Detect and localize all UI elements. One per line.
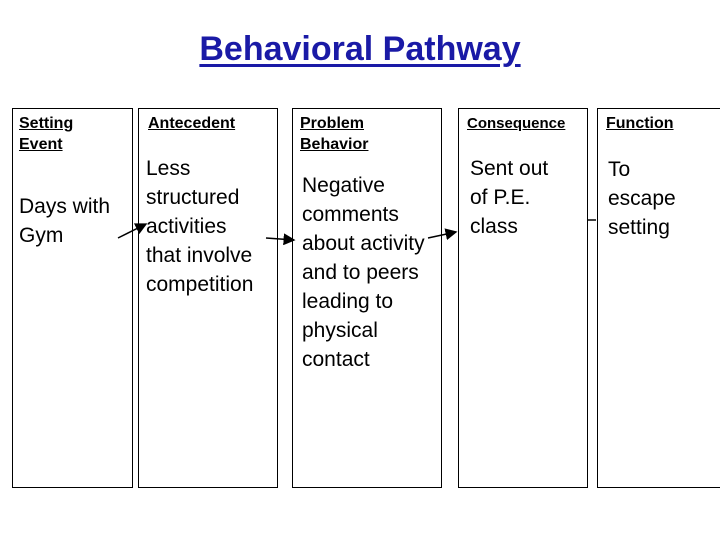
arrow-behavior-to-consequence — [428, 232, 456, 238]
consequence-text: Sent out of P.E. class — [470, 157, 549, 238]
arrow-setting-to-antecedent — [118, 224, 146, 238]
page-title: Behavioral Pathway — [199, 30, 521, 68]
setting-event-header: Setting Event — [19, 115, 74, 153]
problem-behavior-header: Problem Behavior — [300, 115, 369, 153]
function-text: To escape setting — [608, 158, 676, 239]
problem-behavior-text: Negative comments about activity and to peers leading to physical contact — [302, 174, 425, 371]
function-header: Function — [606, 115, 674, 132]
antecedent-text: Less structured activities that involve competition — [146, 157, 254, 296]
consequence-header: Consequence — [467, 115, 566, 132]
antecedent-header: Antecedent — [148, 115, 236, 132]
setting-event-text: Days with Gym — [19, 195, 111, 247]
arrow-antecedent-to-behavior — [266, 238, 294, 240]
